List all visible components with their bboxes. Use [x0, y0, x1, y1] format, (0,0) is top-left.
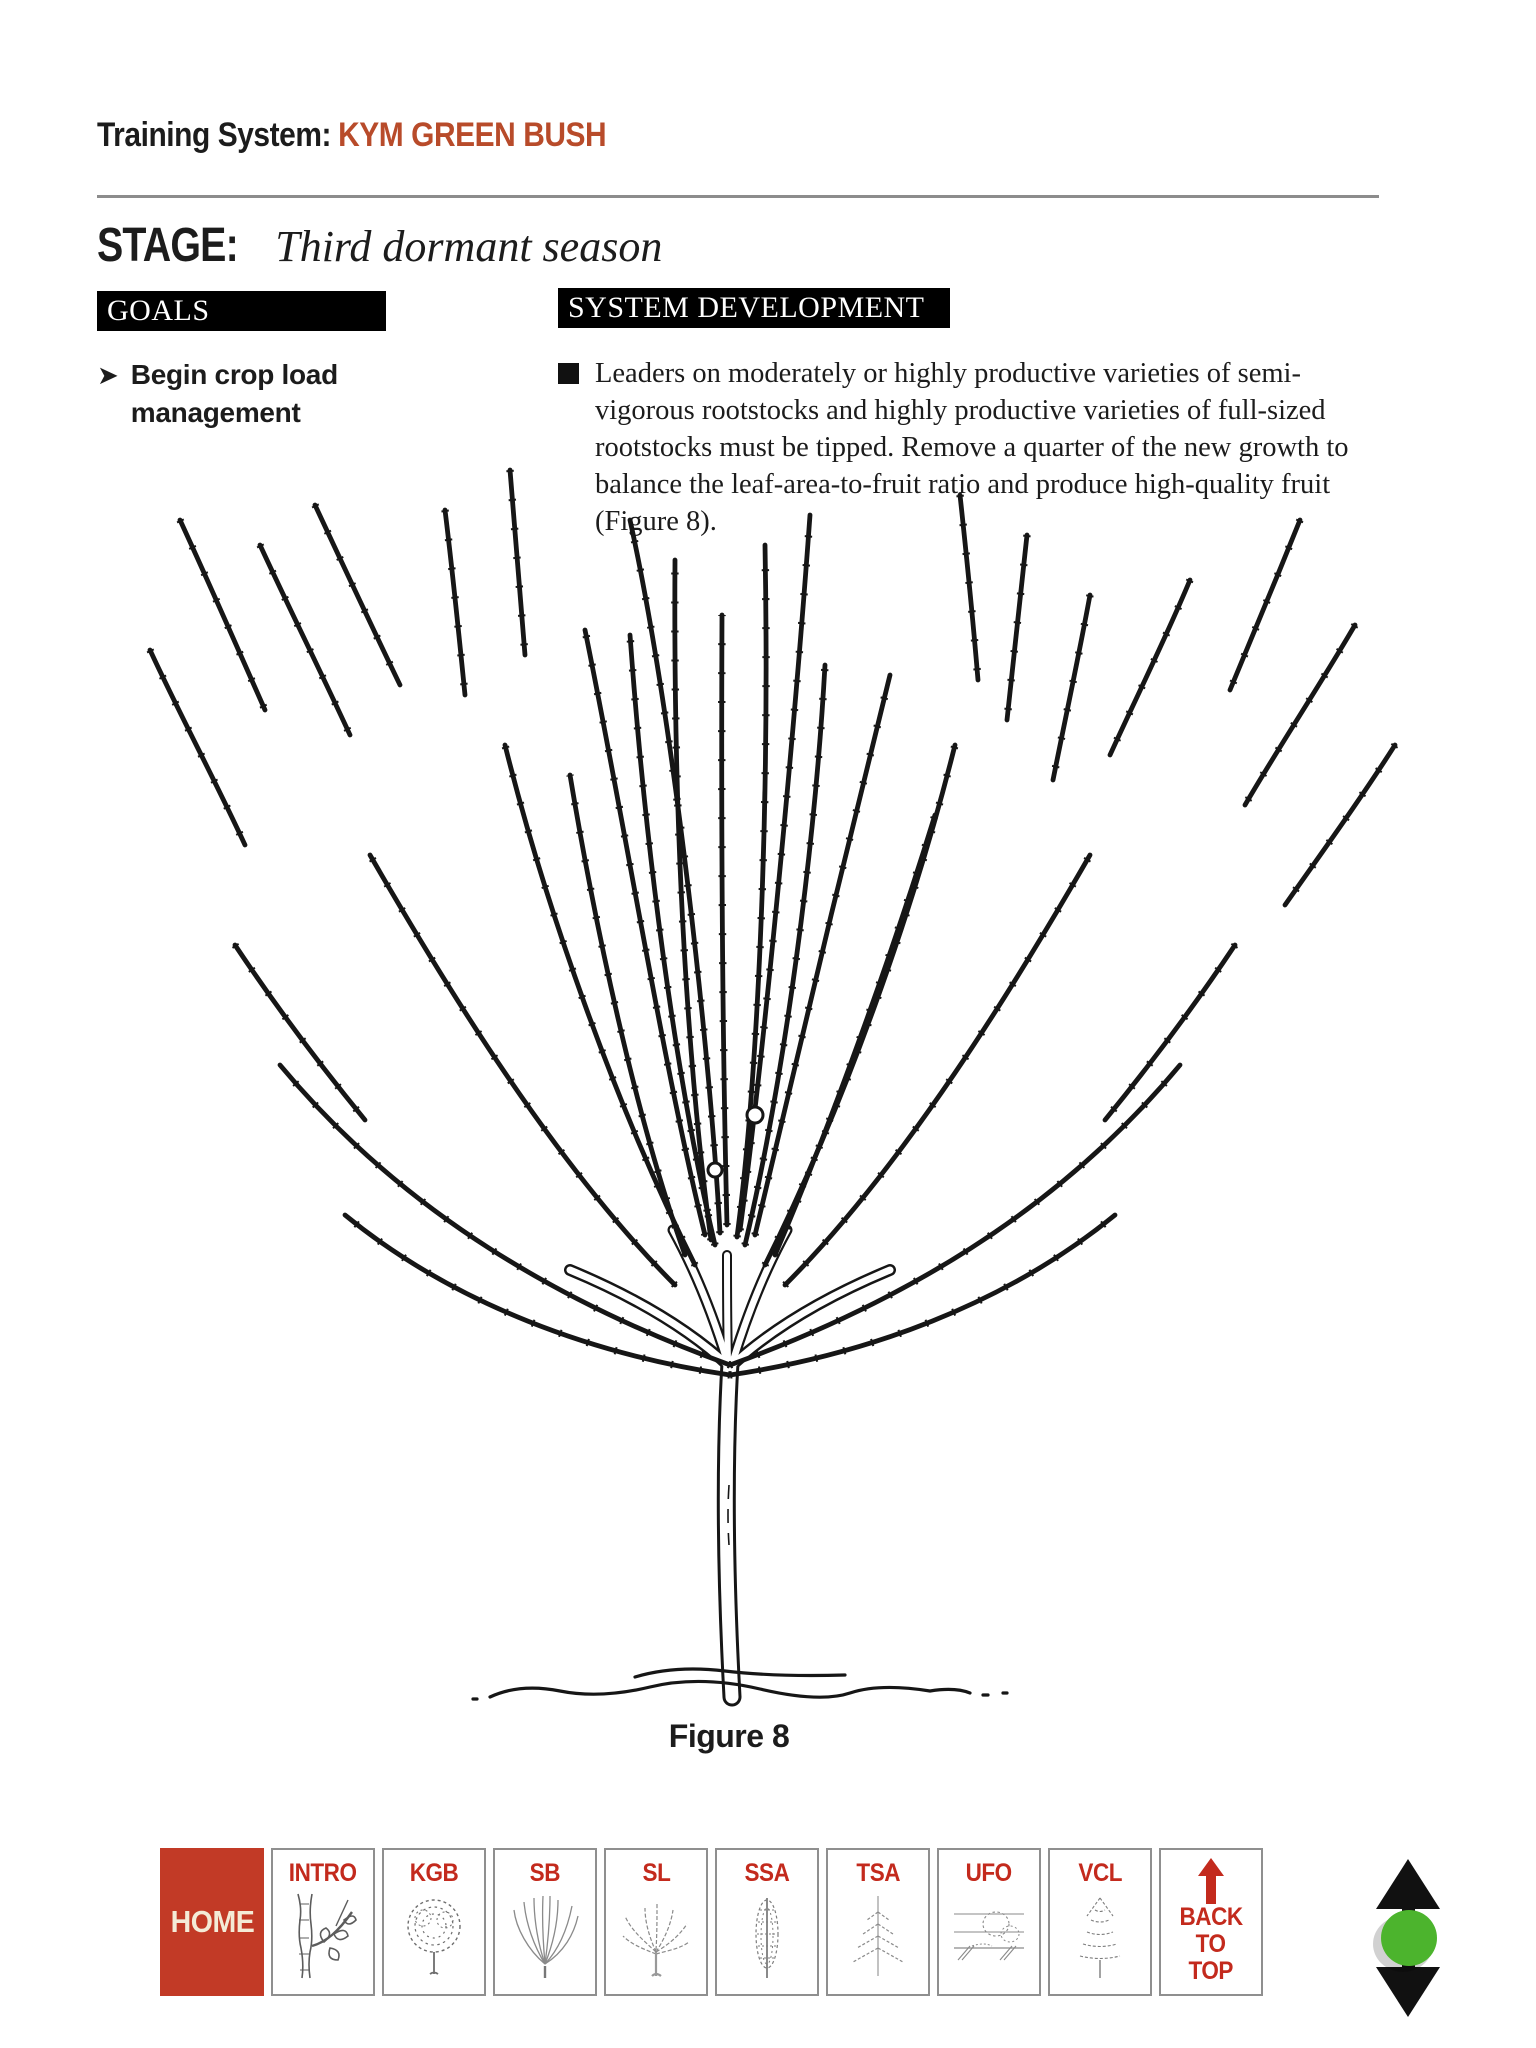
- stage-row: [97, 218, 662, 273]
- square-bullet-icon: [558, 363, 579, 384]
- horizontal-cordon-trellis-icon: [952, 1890, 1026, 1986]
- scroll-indicator: [1348, 1853, 1468, 2023]
- tab-label: VCL: [1078, 1859, 1122, 1887]
- up-arrow-icon: [1196, 1858, 1226, 1904]
- header-system-name: KYM GREEN BUSH: [338, 116, 607, 154]
- bottom-navigation: [160, 1848, 1263, 1996]
- tiered-sparse-tree-icon: [841, 1890, 915, 1986]
- tab-label: TSA: [856, 1859, 900, 1887]
- stage-value: Third dormant season: [275, 222, 663, 271]
- up-arrow-icon[interactable]: [1376, 1859, 1440, 1909]
- tab-label: SB: [529, 1859, 561, 1887]
- tab-label: KGB: [409, 1859, 459, 1887]
- figure-caption: Figure 8: [668, 1718, 790, 1754]
- conical-leafy-tree-icon: [1063, 1890, 1137, 1986]
- nav-tab-sl[interactable]: [604, 1848, 708, 1996]
- goals-item-text: Begin crop load management: [130, 359, 338, 428]
- nav-tab-tsa[interactable]: [826, 1848, 930, 1996]
- system-development-heading-bar: SYSTEM DEVELOPMENT: [558, 288, 950, 328]
- kgb-tree-figure: [115, 425, 1425, 1715]
- tab-label: SSA: [744, 1859, 790, 1887]
- system-development-item-text: Leaders on moderately or highly productive varieties of semi-vigorous rootstocks and highly productive varieties of full-sized rootstocks must be tipped. Remove a quarter of the new growth to balance the leaf-area-to-fruit ratio and produce high-quality fruit (Figure 8).: [595, 358, 1349, 537]
- nav-tab-back-to-top[interactable]: [1159, 1848, 1263, 1996]
- back-to-top-label: BACK: [1179, 1903, 1243, 1931]
- fruit-bud: [747, 1107, 763, 1123]
- branch-with-leaves-icon: [286, 1890, 360, 1986]
- spreading-leafless-tree-icon: [619, 1890, 693, 1986]
- steep-bush-icon: [508, 1890, 582, 1986]
- scroll-handle[interactable]: [1381, 1910, 1437, 1966]
- tab-label: INTRO: [289, 1859, 357, 1887]
- nav-tab-vcl[interactable]: [1048, 1848, 1152, 1996]
- arrow-bullet-icon: ➤: [97, 360, 119, 390]
- header-divider: [97, 195, 1379, 198]
- stage-label: STAGE:: [97, 219, 238, 272]
- goals-heading-bar: GOALS: [97, 291, 386, 331]
- tab-label: UFO: [965, 1859, 1013, 1887]
- nav-tab-home[interactable]: [160, 1848, 264, 1996]
- down-arrow-icon[interactable]: [1376, 1967, 1440, 2017]
- nav-tab-ssa[interactable]: [715, 1848, 819, 1996]
- nav-tab-sb[interactable]: [493, 1848, 597, 1996]
- tree-trunk: [570, 1230, 890, 1697]
- fruit-bud: [708, 1163, 722, 1177]
- home-label: HOME: [170, 1904, 254, 1939]
- goals-list-item: [97, 356, 357, 432]
- nav-tab-intro[interactable]: [271, 1848, 375, 1996]
- nav-tab-kgb[interactable]: [382, 1848, 486, 1996]
- header-prefix: Training System:: [97, 116, 332, 154]
- round-canopy-tree-icon: [397, 1890, 471, 1986]
- slender-spindle-tree-icon: [730, 1890, 804, 1986]
- page-header: [97, 116, 606, 155]
- back-to-top-label: TOP: [1188, 1957, 1234, 1985]
- back-to-top-label: TO: [1196, 1930, 1226, 1958]
- tab-label: SL: [642, 1859, 670, 1887]
- nav-tab-ufo[interactable]: [937, 1848, 1041, 1996]
